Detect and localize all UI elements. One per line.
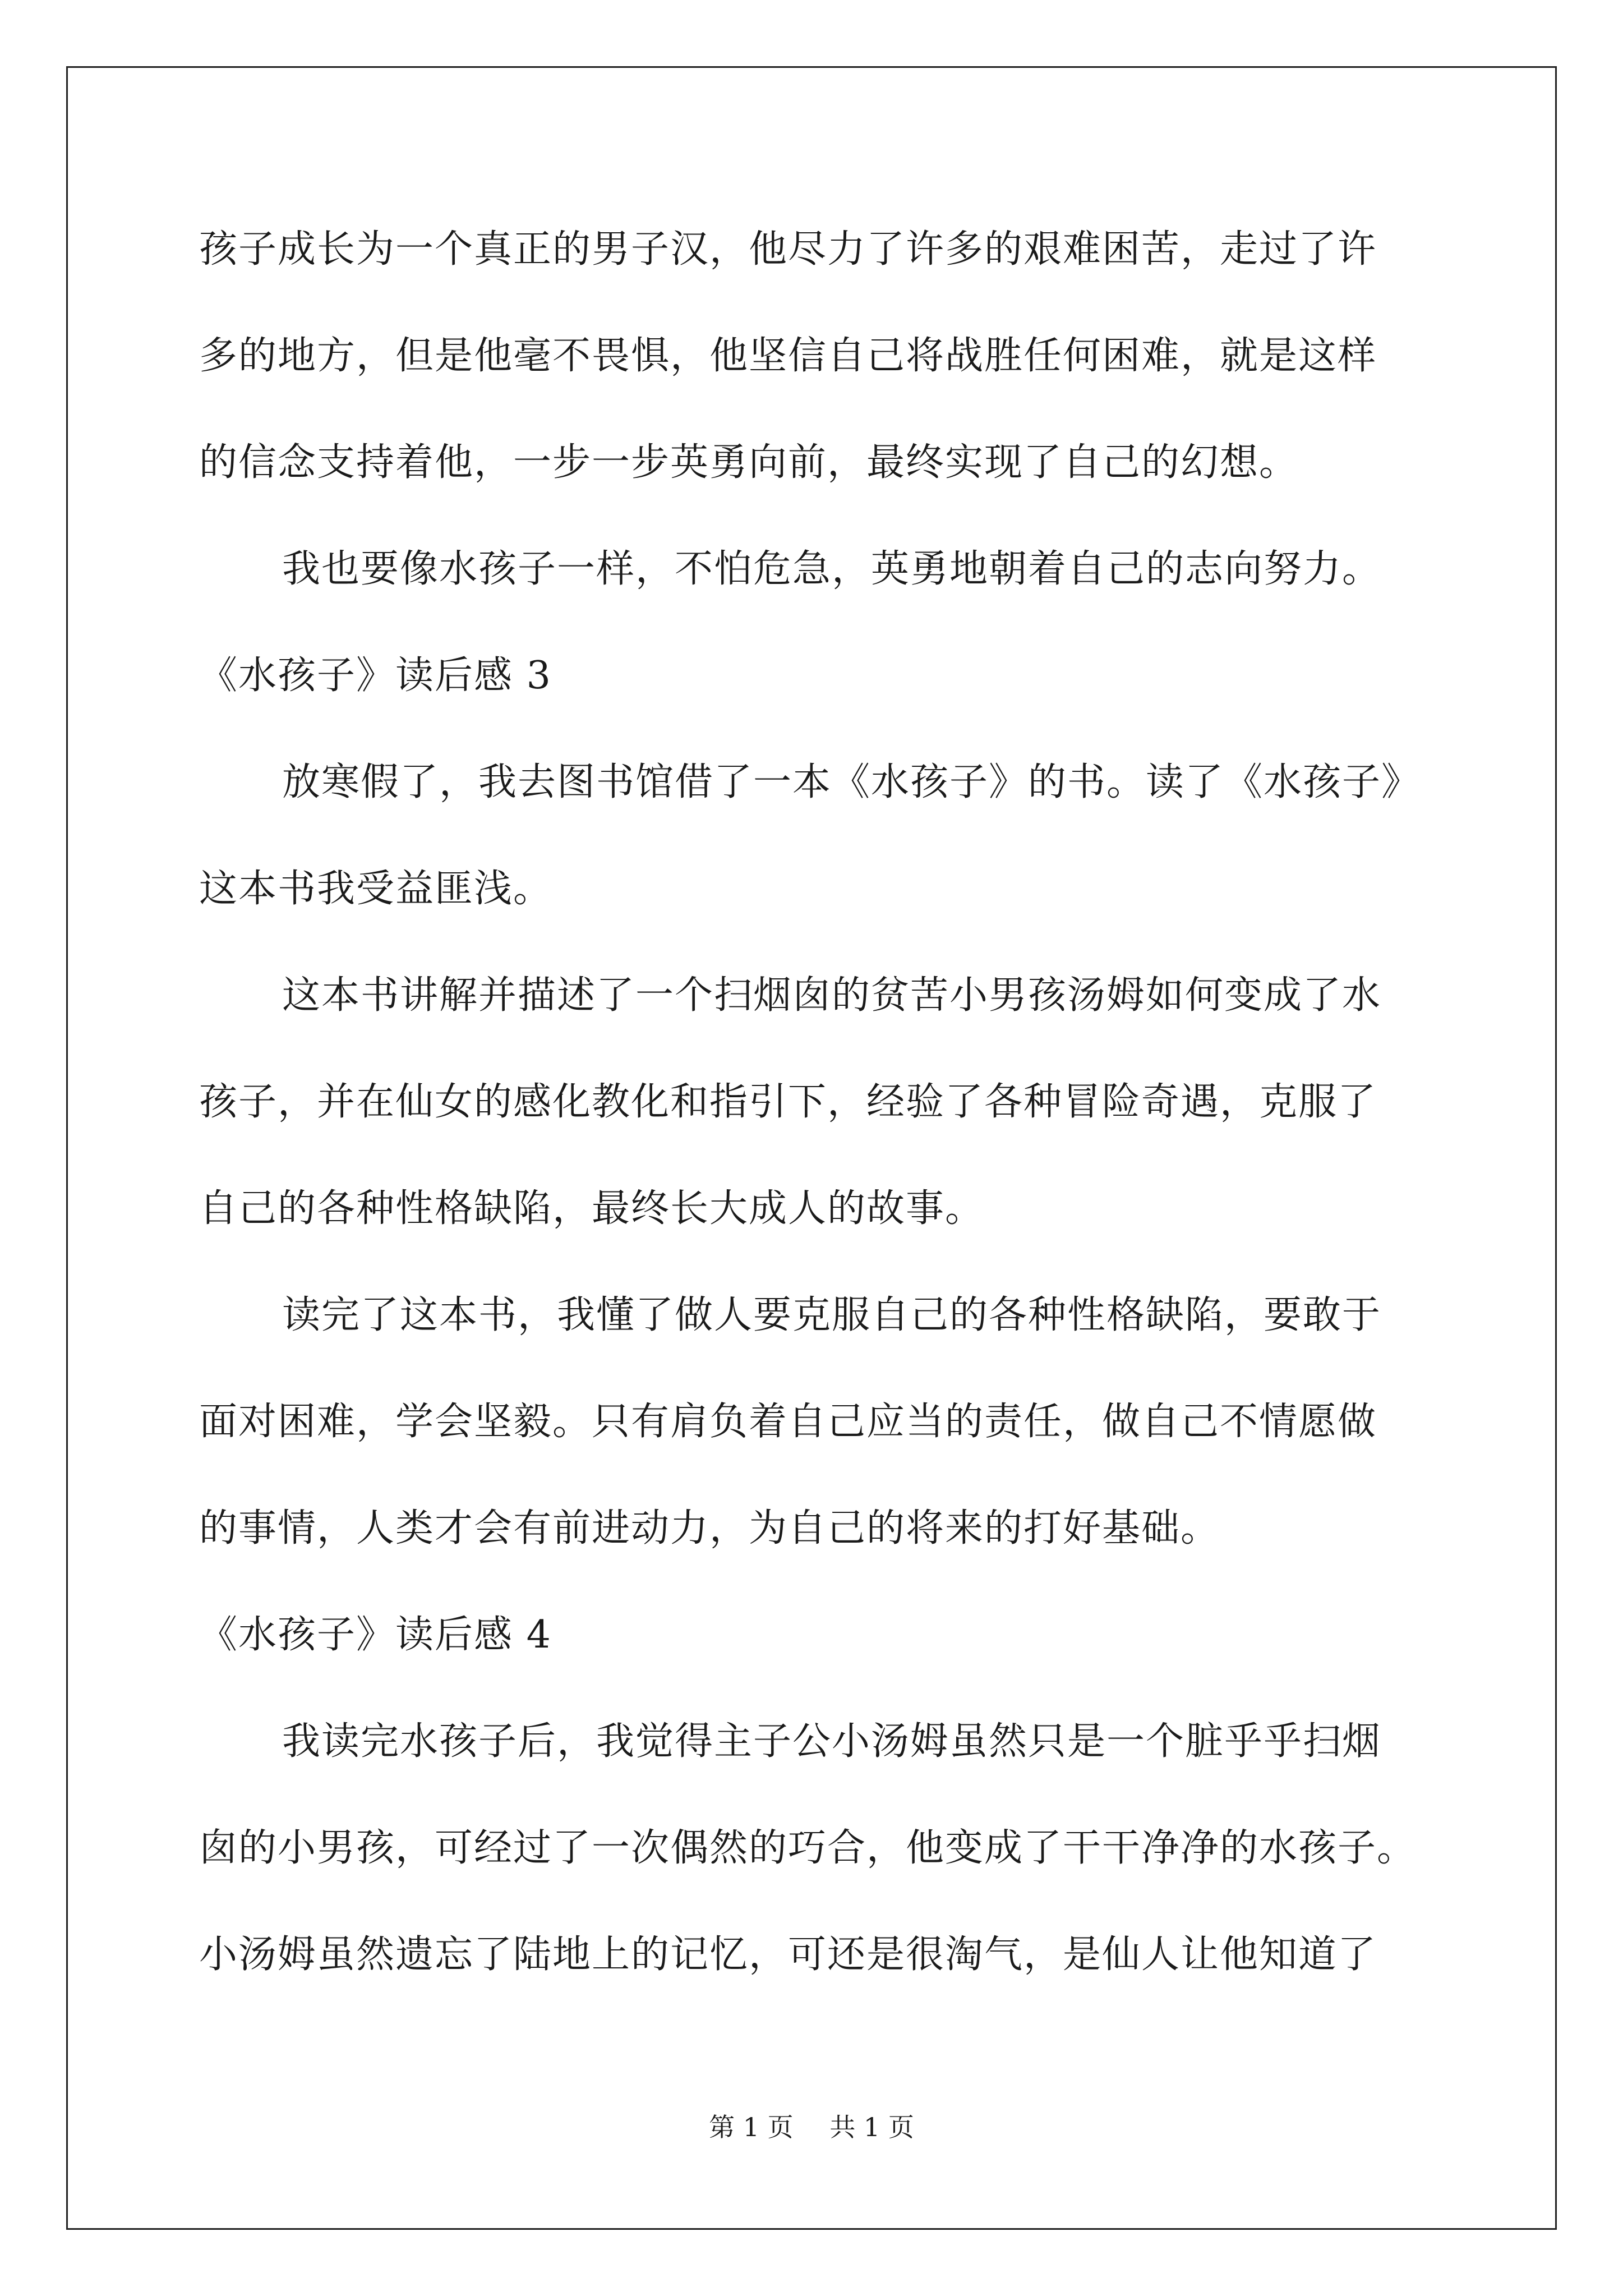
section-heading-3: 《水孩子》读后感 3 [199,654,552,698]
page-footer [0,2110,1623,2144]
text-line-6: 放寒假了，我去图书馆借了一本《水孩子》的书。读了《水孩子》 [282,760,1421,804]
text-line-2: 多的地方，但是他毫不畏惧，他坚信自己将战胜任何困难，就是这样 [199,334,1377,378]
text-line-11: 读完了这本书，我懂了做人要克服自己的各种性格缺陷，要敢于 [282,1293,1382,1337]
text-line-3: 的信念支持着他，一步一步英勇向前，最终实现了自己的幻想。 [199,440,1299,485]
text-line-7: 这本书我受益匪浅。 [199,867,553,911]
text-line-4: 我也要像水孩子一样，不怕危急，英勇地朝着自己的志向努力。 [282,547,1382,591]
section-heading-4: 《水孩子》读后感 4 [199,1613,552,1657]
text-line-17: 小汤姆虽然遗忘了陆地上的记忆，可还是很淘气，是仙人让他知道了 [199,1932,1377,1977]
page-total: 共 1 页 [829,2112,914,2142]
text-line-8: 这本书讲解并描述了一个扫烟囱的贫苦小男孩汤姆如何变成了水 [282,973,1382,1018]
text-line-1: 孩子成长为一个真正的男子汉，他尽力了许多的艰难困苦，走过了许 [199,227,1377,272]
text-line-9: 孩子，并在仙女的感化教化和指引下，经验了各种冒险奇遇，克服了 [199,1080,1377,1124]
text-line-12: 面对困难，学会坚毅。只有肩负着自己应当的责任，做自己不情愿做 [199,1400,1377,1444]
document-body [199,216,1478,2028]
text-line-13: 的事情，人类才会有前进动力，为自己的将来的打好基础。 [199,1506,1220,1550]
text-line-10: 自己的各种性格缺陷，最终长大成人的故事。 [199,1186,985,1231]
text-line-15: 我读完水孩子后，我觉得主子公小汤姆虽然只是一个脏乎乎扫烟 [282,1719,1382,1764]
text-line-16: 囱的小男孩，可经过了一次偶然的巧合，他变成了干干净净的水孩子。 [199,1826,1417,1870]
page-number: 第 1 页 [709,2112,794,2142]
